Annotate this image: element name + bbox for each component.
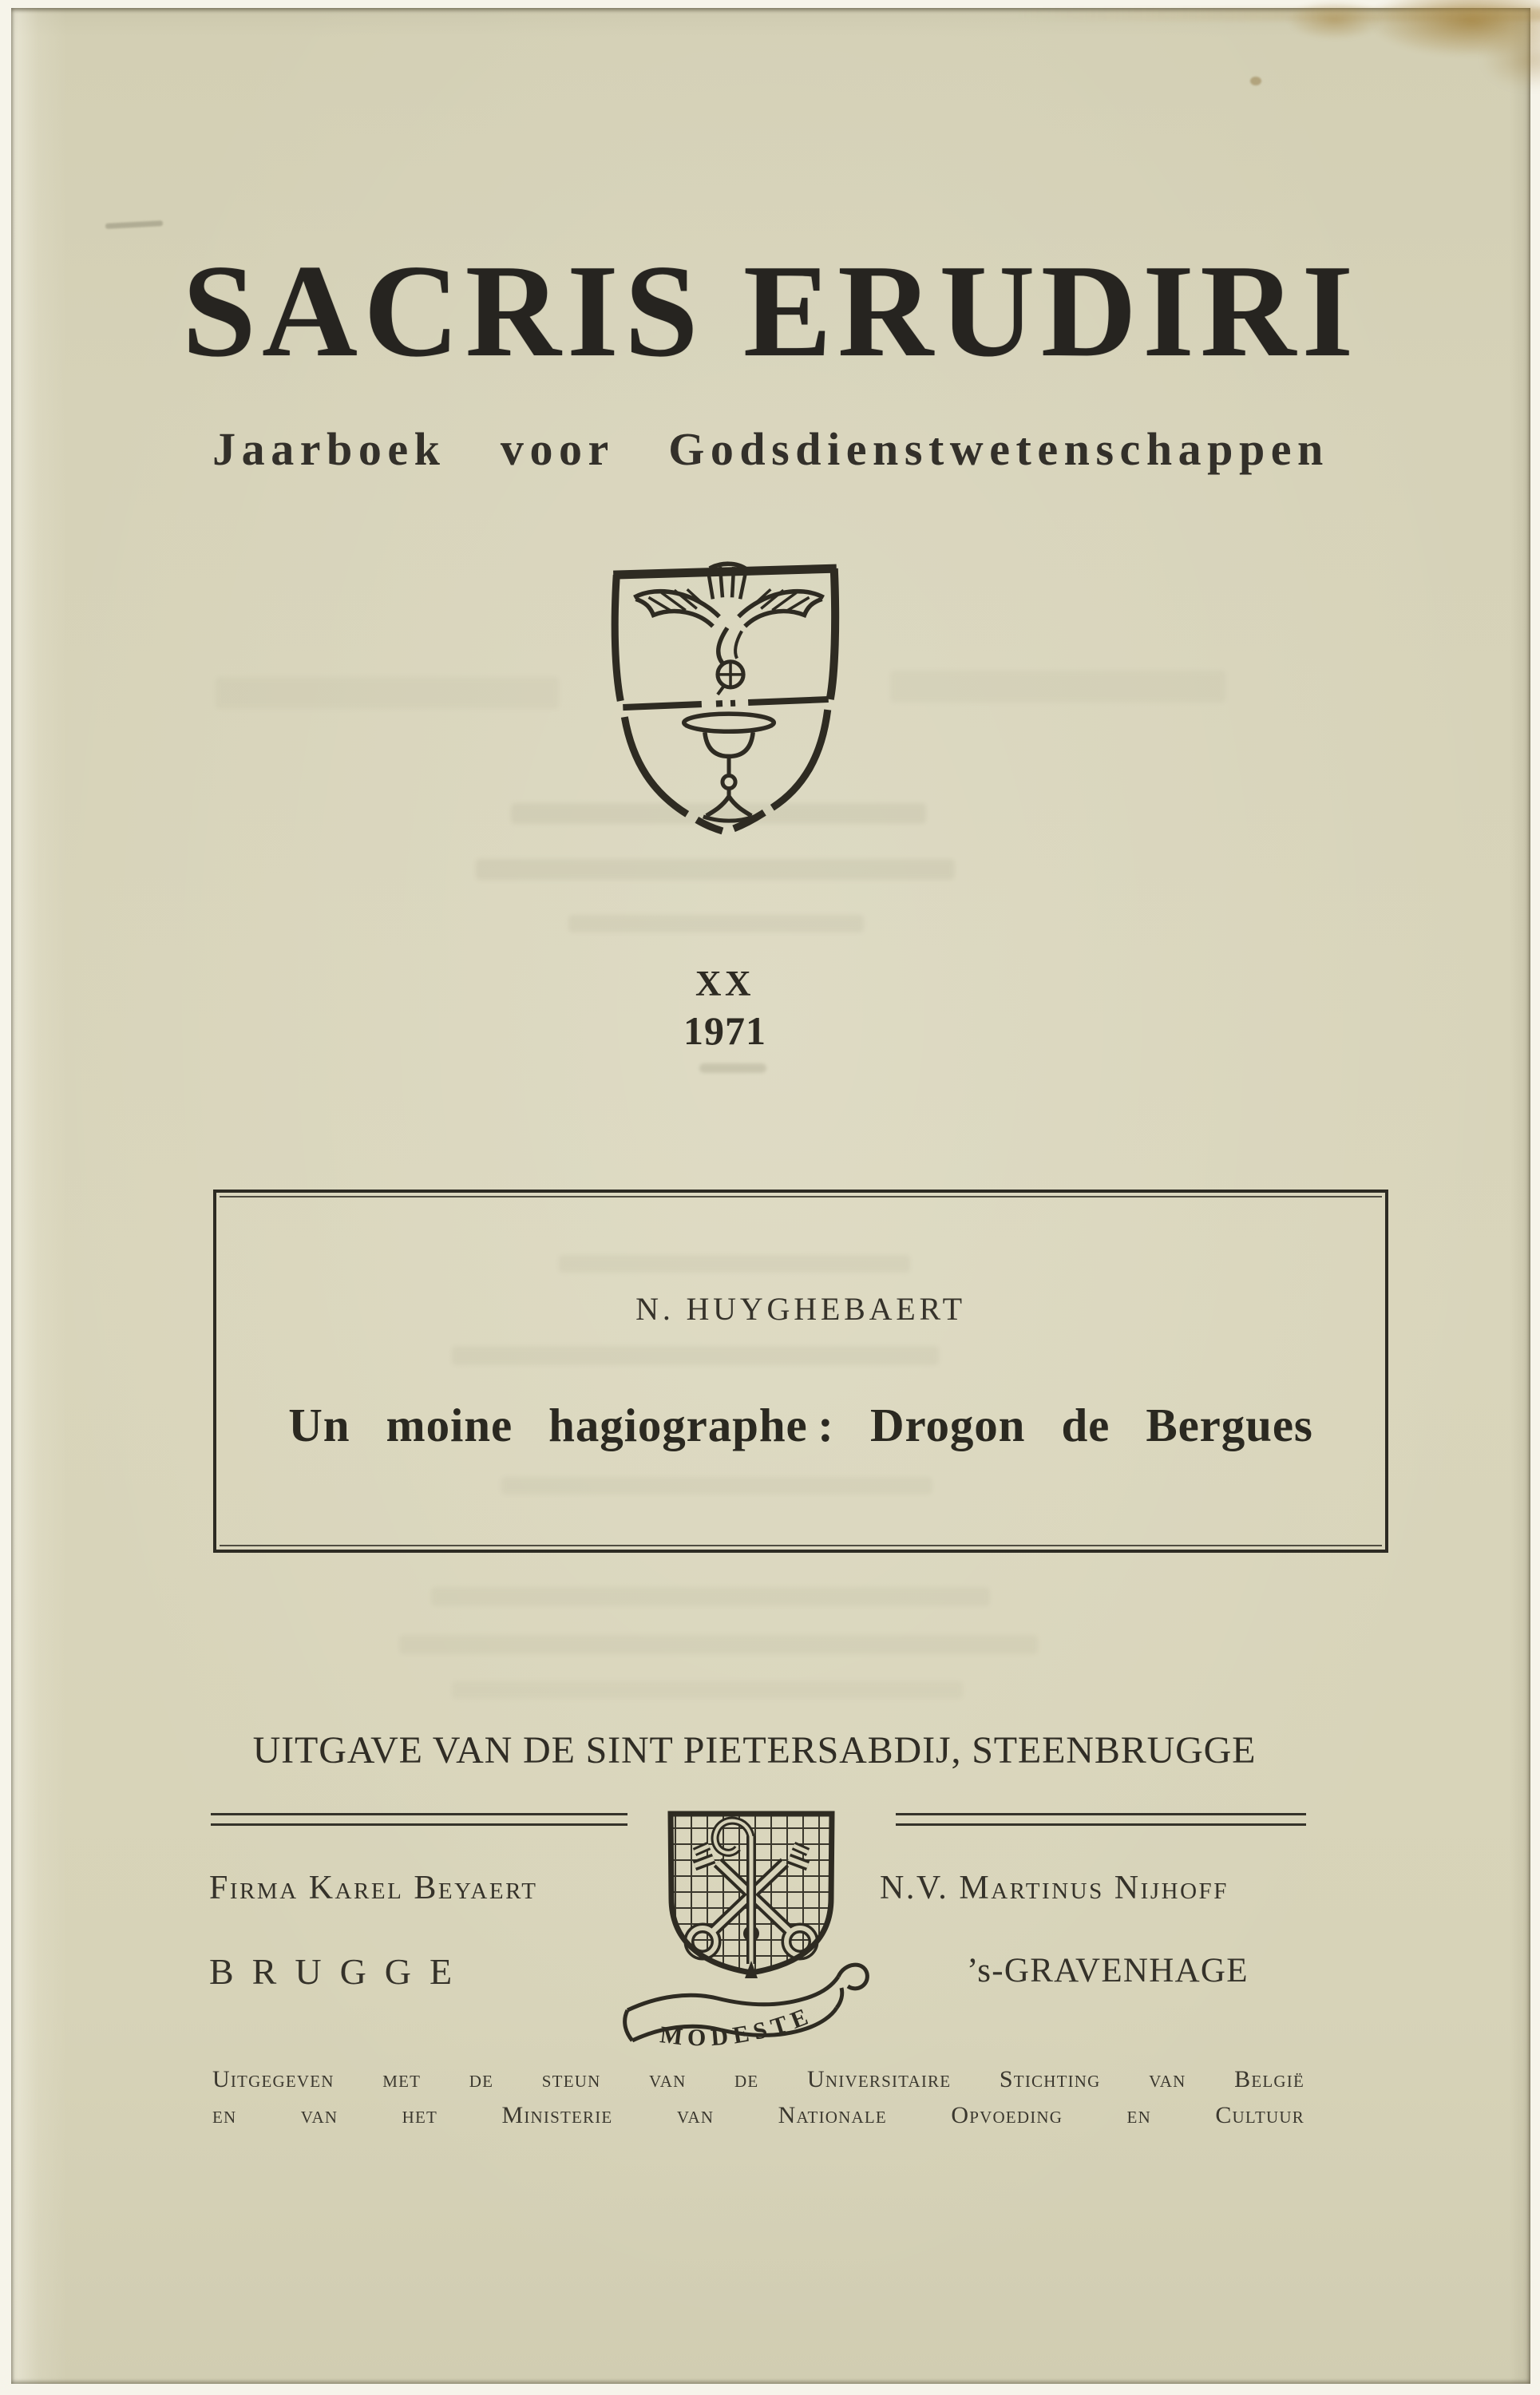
city-left: BRUGGE	[209, 1951, 471, 1992]
foxing-speck	[1250, 77, 1261, 85]
foxing-stain	[1287, 0, 1383, 40]
bleedthrough-ghost	[452, 1681, 963, 1699]
top-edge-discoloration	[1009, 8, 1540, 21]
pencil-mark	[105, 220, 163, 229]
volume-number: XX	[695, 964, 754, 1004]
bleedthrough-ghost	[568, 915, 864, 932]
bleedthrough-ghost	[890, 671, 1225, 703]
chalice-icon	[684, 714, 774, 821]
funding-notice-line1: Uitgegeven met de steun van de Universitaire Stichting van België	[212, 2066, 1304, 2092]
book-cover	[11, 8, 1530, 2384]
foxing-stain	[1368, 0, 1540, 57]
double-rule-left	[211, 1813, 627, 1826]
bleedthrough-ghost	[476, 859, 955, 880]
city-right: ’s-GRAVENHAGE	[967, 1952, 1249, 1989]
bleedthrough-ghost	[431, 1587, 990, 1606]
bleedthrough-ghost	[216, 677, 559, 709]
book-subtitle: Jaarboek voor Godsdienstwetenschappen	[212, 423, 1329, 475]
double-rule-right	[896, 1813, 1306, 1826]
abbey-arms-icon	[620, 1804, 883, 2053]
book-title: SACRIS ERUDIRI	[182, 237, 1360, 384]
ink-smudge	[699, 1063, 766, 1073]
foxing-stain	[1482, 29, 1540, 89]
publisher-right: N.V. Martinus Nijhoff	[880, 1870, 1229, 1906]
motto-text: MODESTE	[658, 2001, 817, 2052]
article-frame	[213, 1190, 1388, 1553]
funding-notice-line2: en van het Ministerie van Nationale Opvoeding en Cultuur	[212, 2102, 1304, 2128]
article-author: N. HUYGHEBAERT	[635, 1291, 966, 1327]
year: 1971	[683, 1008, 766, 1053]
dove-chalice-shield-icon	[600, 552, 849, 841]
bleedthrough-ghost	[399, 1635, 1038, 1654]
publisher-left: Firma Karel Beyaert	[209, 1870, 538, 1906]
dove-icon	[634, 564, 823, 695]
article-title: Un moine hagiographe : Drogon de Bergues	[288, 1399, 1313, 1451]
publisher-line: UITGAVE VAN DE SINT PIETERSABDIJ, STEENBRUGGE	[252, 1729, 1257, 1772]
